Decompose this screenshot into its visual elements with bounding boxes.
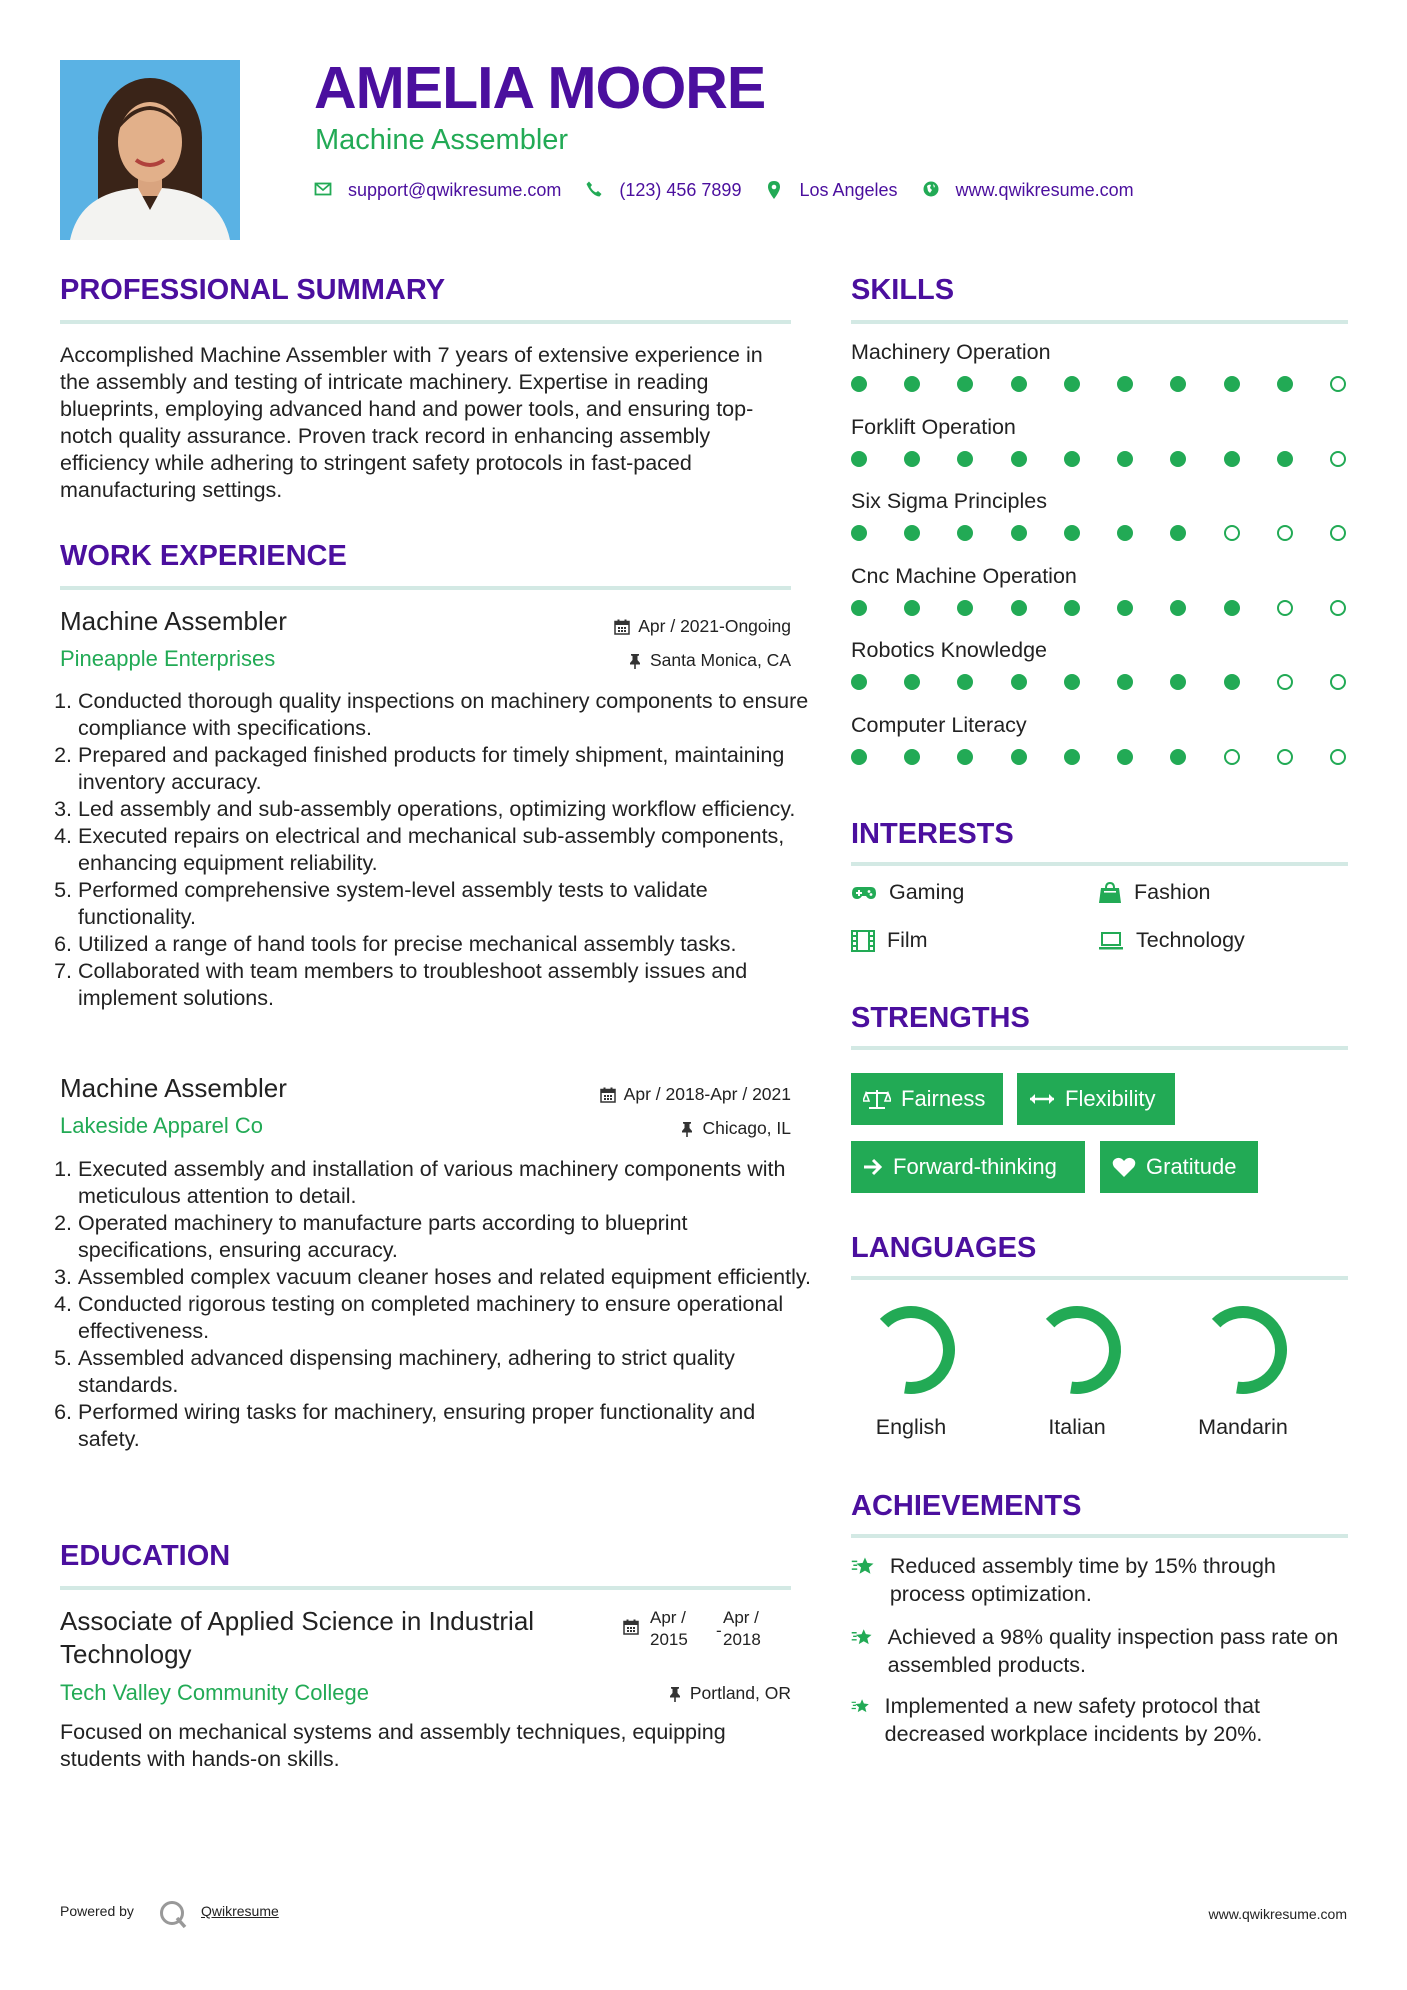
job-company: Lakeside Apparel Co [60,1113,264,1138]
skill-dot-empty [1277,525,1293,541]
list-item: 7. Collaborated with team members to troubleshoot assembly issues and implement solutions. [78,958,813,1012]
skill-dot-empty [1330,525,1346,541]
skill-dot-filled [957,749,973,765]
education-start [650,1607,688,1651]
interest-item [1098,928,1245,953]
skill-dot-empty [1277,600,1293,616]
film-icon [851,930,875,952]
school-name: Tech Valley Community College [60,1680,369,1705]
skill-dot-filled [1277,451,1293,467]
job-dates [600,1084,791,1105]
gamepad-icon [851,884,877,902]
job-dates-text: Apr / 2018-Apr / 2021 [623,1084,791,1104]
education-description: Focused on mechanical systems and assembly techniques, equipping students with hands-on skills. [60,1720,726,1771]
skill-dot-filled [1224,451,1240,467]
degree-title [60,1605,534,1671]
strength-label: Gratitude [1146,1154,1237,1179]
job-title: Machine Assembler [60,1073,287,1103]
interest-label: Gaming [889,880,965,904]
star-icon [851,1692,871,1720]
skill-dot-filled [1170,600,1186,616]
language-gauge-arc [884,1312,949,1388]
skill-dot-empty [1330,376,1346,392]
skill-dot-filled [1117,600,1133,616]
heart-icon [1112,1156,1136,1178]
skill-dot-filled [1064,749,1080,765]
skill-dot-empty [1277,749,1293,765]
list-item: 2. Operated machinery to manufacture parts according to blueprint specifications, ensuring accuracy. [78,1210,813,1264]
language-gauge [1007,1300,1147,1400]
contact-email[interactable]: support@qwikresume.com [348,179,562,200]
skill-rating [851,451,1346,467]
skill-dot-filled [904,451,920,467]
skill-dot-filled [851,674,867,690]
list-item: 4. Conducted rigorous testing on completed machinery to ensure operational effectiveness. [78,1291,813,1345]
skill-dot-empty [1330,749,1346,765]
pushpin-icon [628,653,642,669]
list-item: 3. Led assembly and sub-assembly operations, optimizing workflow efficiency. [78,796,813,823]
language-gauge [841,1300,981,1400]
job-company: Pineapple Enterprises [60,646,276,671]
degree-line-2: Technology [60,1639,192,1669]
skill-dot-filled [1064,451,1080,467]
skill-dot-filled [904,749,920,765]
skill-dot-filled [1224,376,1240,392]
skill-row [851,489,1346,541]
language-gauge-arc [1050,1312,1115,1388]
achievement-item [851,1692,1351,1748]
languages-heading: LANGUAGES [851,1232,1037,1264]
skill-dot-filled [1117,525,1133,541]
list-item: 4. Executed repairs on electrical and mechanical sub-assembly components, enhancing equipment reliability. [78,823,813,877]
arrow-right-icon [863,1158,883,1176]
education-start-year: 2015 [650,1630,688,1649]
skill-dot-filled [1011,674,1027,690]
skill-label: Computer Literacy [851,713,1027,737]
skill-row [851,713,1346,765]
job-location [680,1118,791,1139]
skill-dot-filled [1064,674,1080,690]
education-heading: EDUCATION [60,1540,231,1572]
strength-label: Flexibility [1065,1086,1156,1111]
job-dates-text: Apr / 2021-Ongoing [638,616,791,636]
skill-dot-filled [1117,376,1133,392]
skill-dot-filled [904,600,920,616]
arrows-horizontal-icon [1029,1092,1055,1106]
calendar-icon [623,1619,639,1635]
skill-dot-empty [1277,674,1293,690]
summary-text: Accomplished Machine Assembler with 7 years of extensive experience in the assembly and testing of intricate machinery. Expertise in reading blueprints, employing advanced hand and power tools, and ensuring top-notch quality assurance. Proven track record in enhancing assembly efficiency while adhering to stringent safety protocols in fast-paced manufacturing settings. [60,343,763,502]
achievement-text: Reduced assembly time by 15% through process optimization. [889,1554,1276,1606]
skill-dot-empty [1330,600,1346,616]
summary-heading: PROFESSIONAL SUMMARY [60,274,446,306]
pushpin-icon [680,1121,694,1137]
skill-row [851,564,1346,616]
job-location-text: Santa Monica, CA [649,650,791,670]
job-dates [614,616,791,637]
experience-heading: WORK EXPERIENCE [60,540,347,572]
section-divider [60,586,791,590]
skill-dot-filled [1170,749,1186,765]
language-item [1007,1300,1147,1440]
skill-rating [851,749,1346,765]
skill-dot-filled [851,451,867,467]
interests-heading: INTERESTS [851,818,1014,850]
skill-dot-filled [1117,674,1133,690]
pushpin-icon [668,1686,682,1702]
balance-scale-icon [863,1088,891,1110]
skill-row [851,638,1346,690]
skill-dot-filled [957,376,973,392]
globe-icon [922,180,942,200]
languages-list [841,1300,1341,1450]
interest-label: Fashion [1134,880,1211,904]
skill-label: Six Sigma Principles [851,489,1047,514]
list-item: 5. Assembled advanced dispensing machinery, adhering to strict quality standards. [78,1345,813,1399]
section-divider [851,1276,1348,1280]
interest-label: Technology [1136,928,1245,952]
section-divider [851,862,1348,866]
strength-label: Fairness [901,1086,986,1111]
skill-dot-filled [957,674,973,690]
strength-tag [1100,1141,1258,1193]
list-item: 2. Prepared and packaged finished products for timely shipment, maintaining inventory accuracy. [78,742,813,796]
skill-dot-filled [1011,451,1027,467]
section-divider [851,320,1348,324]
language-label: Mandarin [1198,1415,1288,1439]
skill-dot-filled [1277,376,1293,392]
degree-line-1: Associate of Applied Science in Industrial [60,1606,535,1636]
contact-location: Los Angeles [799,179,898,200]
language-label: Italian [1048,1415,1106,1439]
skill-dot-empty [1330,451,1346,467]
achievements-heading: ACHIEVEMENTS [851,1490,1082,1522]
skill-dot-empty [1330,674,1346,690]
skill-label: Cnc Machine Operation [851,563,1077,588]
skill-dot-filled [1224,674,1240,690]
strength-tag [851,1073,1003,1125]
achievement-item [851,1623,1351,1679]
section-divider [851,1534,1348,1538]
list-item: 1. Conducted thorough quality inspections on machinery components to ensure compliance with specifications. [78,688,813,742]
education-end-month: Apr / [723,1608,759,1627]
language-label: English [875,1415,947,1439]
skill-dot-filled [1117,451,1133,467]
skill-dot-filled [851,525,867,541]
qwikresume-link[interactable]: Qwikresume [201,1903,279,1919]
candidate-title: Machine Assembler [315,124,569,156]
section-divider [60,1586,791,1590]
laptop-icon [1098,931,1124,951]
skill-label: Machinery Operation [851,340,1051,364]
skill-dot-filled [957,525,973,541]
language-gauge [1173,1300,1313,1400]
skill-dot-filled [1064,376,1080,392]
achievement-text: Implemented a new safety protocol that decreased workplace incidents by 20%. [884,1694,1263,1746]
skill-dot-filled [1170,525,1186,541]
phone-icon [585,180,605,200]
section-divider [60,320,791,324]
skill-dot-filled [1170,674,1186,690]
list-item: 5. Performed comprehensive system-level assembly tests to validate functionality. [78,877,813,931]
star-icon [851,1623,874,1651]
calendar-icon [614,619,630,635]
skill-dot-filled [851,600,867,616]
skills-list [851,340,1351,780]
skill-dot-filled [1117,749,1133,765]
list-item: 6. Performed wiring tasks for machinery, ensuring proper functionality and safety. [78,1399,813,1453]
skill-dot-filled [1064,525,1080,541]
interest-item [1098,880,1211,905]
skill-dot-filled [1011,376,1027,392]
powered-by-label: Powered by [60,1903,134,1919]
job-duties-list [60,688,813,1012]
envelope-icon [314,180,334,200]
language-gauge-arc [1216,1312,1281,1388]
skill-dot-filled [1064,600,1080,616]
job-location-text: Chicago, IL [702,1118,791,1138]
interest-label: Film [887,928,928,952]
education-end-year: 2018 [723,1630,761,1649]
skill-rating [851,525,1346,541]
language-item [841,1300,981,1440]
skill-dot-filled [851,376,867,392]
section-divider [851,1046,1348,1050]
skill-dot-filled [904,674,920,690]
strengths-heading: STRENGTHS [851,1002,1030,1034]
skill-rating [851,600,1346,616]
skill-dot-empty [1224,749,1240,765]
skill-row [851,340,1346,392]
education-date-separator: - [716,1621,722,1640]
skill-dot-filled [1170,376,1186,392]
profile-photo [60,60,240,240]
school-location [668,1683,791,1704]
skill-dot-filled [957,451,973,467]
skill-rating [851,674,1346,690]
interest-item [851,928,928,953]
skill-label: Forklift Operation [851,414,1016,439]
job-location [628,650,791,671]
skill-dot-empty [1224,525,1240,541]
shopping-bag-icon [1098,882,1122,904]
skill-dot-filled [904,376,920,392]
skill-dot-filled [1224,600,1240,616]
calendar-icon [600,1087,616,1103]
footer-website[interactable]: www.qwikresume.com [1208,1906,1347,1922]
skill-dot-filled [851,749,867,765]
contact-phone[interactable]: (123) 456 7899 [619,179,742,200]
map-marker-icon [765,180,785,200]
contact-bar [314,178,1158,202]
job-duties-list [60,1156,813,1453]
education-end [723,1607,761,1651]
skill-dot-filled [1170,451,1186,467]
contact-website[interactable]: www.qwikresume.com [955,179,1134,200]
skill-dot-filled [1011,600,1027,616]
star-icon [851,1552,876,1580]
education-dates [623,1607,793,1653]
list-item: 3. Assembled complex vacuum cleaner hoses and related equipment efficiently. [78,1264,813,1291]
skill-dot-filled [1011,749,1027,765]
interest-item [851,880,964,905]
strength-label: Forward-thinking [893,1154,1057,1179]
skill-rating [851,376,1346,392]
list-item: 6. Utilized a range of hand tools for precise mechanical assembly tasks. [78,931,813,958]
achievement-text: Achieved a 98% quality inspection pass rate on assembled products. [887,1625,1339,1677]
skill-row [851,415,1346,467]
skill-dot-filled [1011,525,1027,541]
school-location-text: Portland, OR [689,1683,791,1703]
strength-tag [851,1141,1085,1193]
candidate-name: AMELIA MOORE [314,55,766,121]
skill-dot-filled [904,525,920,541]
education-start-month: Apr / [650,1608,686,1627]
list-item: 1. Executed assembly and installation of various machinery components with meticulous attention to detail. [78,1156,813,1210]
job-title: Machine Assembler [60,606,287,636]
skill-label: Robotics Knowledge [851,638,1048,663]
strength-tag [1017,1073,1175,1125]
qwikresume-logo-icon [158,1899,188,1929]
skill-dot-filled [957,600,973,616]
achievement-item [851,1552,1351,1608]
language-item [1173,1300,1313,1440]
skills-heading: SKILLS [851,274,955,306]
